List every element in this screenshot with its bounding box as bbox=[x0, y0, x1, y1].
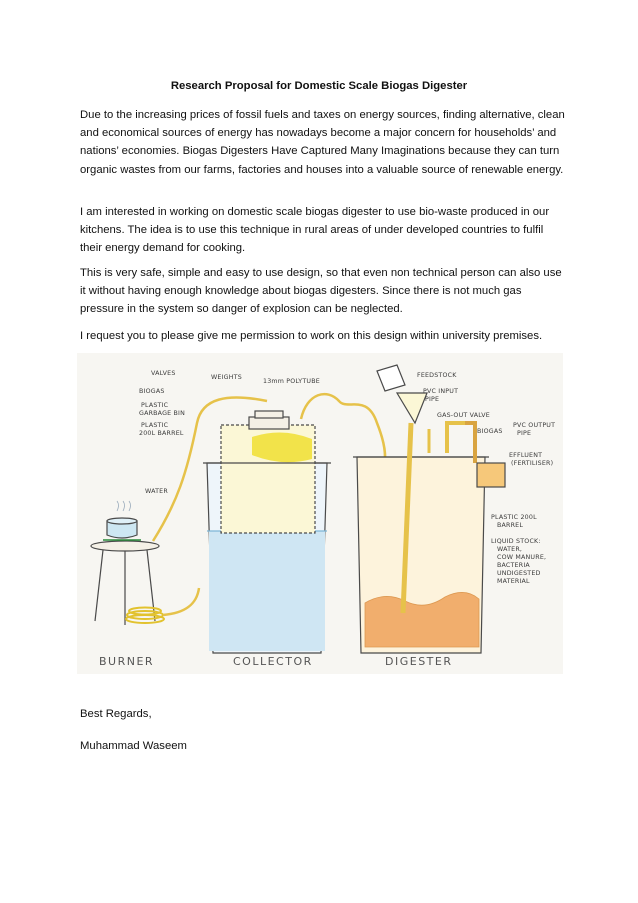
pot-lid bbox=[107, 518, 137, 524]
biogas-fill bbox=[252, 432, 312, 462]
label-plastic-barrel-1: PLASTIC 200L bbox=[491, 514, 537, 521]
paragraph-request: I request you to please give me permission to work on this design within university premises. bbox=[80, 330, 543, 342]
paragraph-safety: This is very safe, simple and easy to use design, so that even non technical person can also use it without having enough knowledge about biogas digesters. Since there is not much gas pressure in the system so danger of explosion can be neglected. bbox=[80, 267, 562, 316]
label-biogas-left: BIOGAS bbox=[139, 388, 165, 395]
label-gasout: GAS-OUT VALVE bbox=[437, 412, 490, 419]
weights bbox=[249, 417, 289, 429]
collector-water bbox=[209, 531, 325, 651]
label-plastic-barrel-2: BARREL bbox=[497, 522, 524, 529]
gas-hose-coil bbox=[126, 608, 164, 624]
closing-line: Best Regards, bbox=[80, 708, 152, 720]
label-liquid-4: BACTERIA bbox=[497, 562, 530, 569]
feedstock-funnel bbox=[397, 393, 427, 423]
label-barrel-2: 200L BARREL bbox=[139, 430, 184, 437]
collector-assembly bbox=[203, 411, 331, 653]
label-burner: BURNER bbox=[99, 655, 155, 668]
steam-icon bbox=[117, 501, 131, 511]
label-polytube: 13mm POLYTUBE bbox=[263, 378, 320, 385]
label-weights: WEIGHTS bbox=[211, 374, 242, 381]
weights-top bbox=[255, 411, 283, 418]
label-liquid-3: COW MANURE, bbox=[497, 554, 547, 561]
label-liquid-1: LIQUID STOCK: bbox=[491, 538, 541, 545]
pvc-output-pipe bbox=[447, 423, 465, 453]
burner-table-top bbox=[91, 541, 159, 551]
biogas-diagram bbox=[77, 353, 563, 674]
label-liquid-5: UNDIGESTED bbox=[497, 570, 541, 577]
label-liquid-2: WATER, bbox=[497, 546, 523, 553]
label-feedstock: FEEDSTOCK bbox=[417, 372, 457, 379]
label-water: WATER bbox=[145, 488, 168, 495]
burner-assembly bbox=[91, 501, 159, 625]
label-garbage-bin-1: PLASTIC bbox=[141, 402, 169, 409]
paragraph-interest: I am interested in working on domestic scale biogas digester to use bio-waste produced in our kitchens. The idea is to use this technique in rural areas of under developed countries to fulfil their energy demand for cooking. bbox=[80, 206, 550, 255]
feedstock-bucket bbox=[377, 365, 405, 391]
digester-assembly bbox=[353, 365, 505, 653]
label-garbage-bin-2: GARBAGE BIN bbox=[139, 410, 186, 417]
document-title: Research Proposal for Domestic Scale Biogas Digester bbox=[170, 80, 468, 92]
label-pvc-output-1: PVC OUTPUT bbox=[513, 422, 556, 429]
biogas-diagram-figure bbox=[77, 353, 563, 674]
diagram-labels bbox=[99, 370, 555, 668]
label-digester: DIGESTER bbox=[385, 655, 453, 668]
paragraph-intro: Due to the increasing prices of fossil fuels and taxes on energy sources, finding alternative, clean and economical sources of energy has nowadays become a major concern for households’ and nations’ economies. Biogas Digesters Have Captured Many Imaginations because they can turn organic wastes from our farms, factories and houses into a valuable source of renewable energy. bbox=[80, 109, 565, 176]
label-pvc-input-1: PVC INPUT bbox=[423, 388, 459, 395]
hose-connector bbox=[163, 588, 199, 615]
burner-table-leg bbox=[95, 550, 103, 621]
label-barrel-1: PLASTIC bbox=[141, 422, 169, 429]
label-biogas-right: BIOGAS bbox=[477, 428, 503, 435]
label-effluent-1: EFFLUENT bbox=[509, 452, 543, 459]
label-collector: COLLECTOR bbox=[233, 655, 313, 668]
label-valves: VALVES bbox=[151, 370, 176, 377]
signature-name: Muhammad Waseem bbox=[80, 740, 187, 752]
effluent-container bbox=[477, 463, 505, 487]
label-effluent-2: (FERTILISER) bbox=[511, 460, 554, 467]
label-liquid-6: MATERIAL bbox=[497, 578, 530, 585]
label-pvc-output-2: PIPE bbox=[517, 430, 532, 437]
label-pvc-input-2: PIPE bbox=[425, 396, 440, 403]
